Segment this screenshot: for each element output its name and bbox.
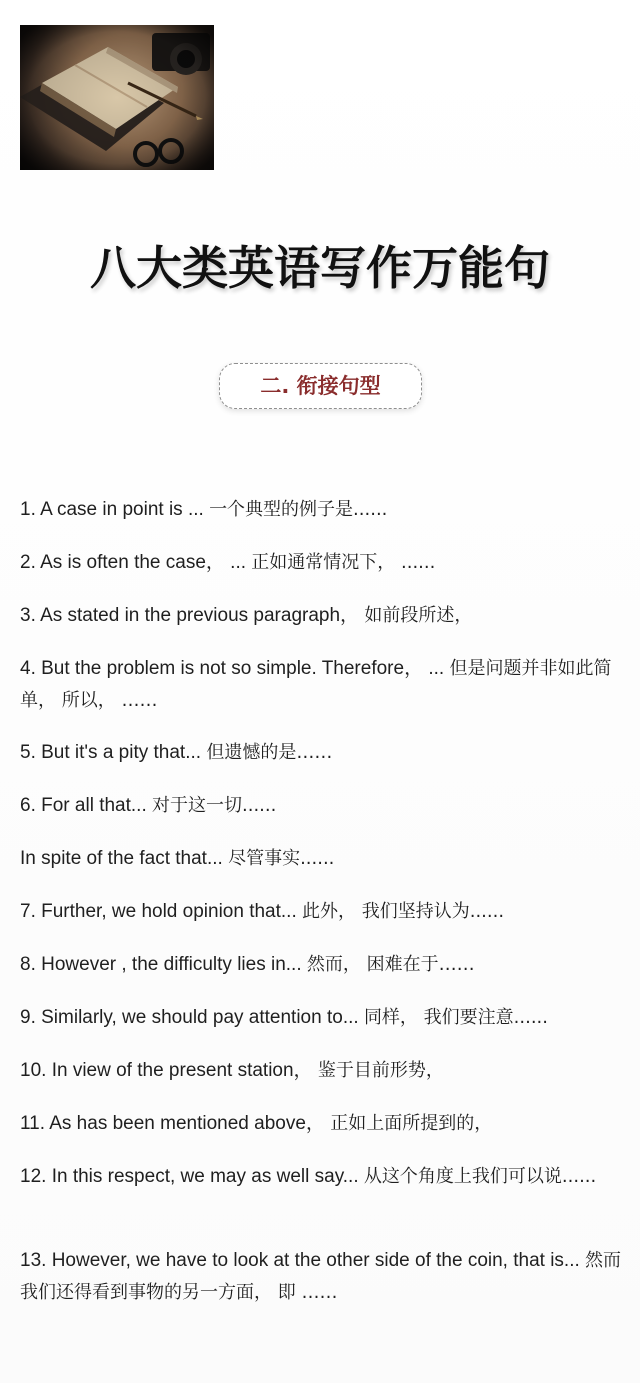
phrase-english: 3. As stated in the previous paragraph， [20,605,365,626]
phrase-chinese: 然而， 困难在于…… [306,954,475,975]
phrase-english: 12. In this respect, we may as well say... [20,1166,364,1187]
phrase-item [20,1245,624,1309]
phrase-chinese: 同样， 我们要注意...... [363,1007,548,1028]
phrase-item [20,1002,624,1034]
phrase-chinese: 正如上面所提到的， [330,1113,493,1134]
notebook-pen-camera-photo-icon [20,25,214,170]
phrase-item [20,1161,624,1193]
phrase-english: 10. In view of the present station， [20,1060,318,1081]
phrase-item [20,494,624,526]
phrase-english: 4. But the problem is not so simple. Therefore， ... [20,658,450,679]
phrase-english: 11. As has been mentioned above， [20,1113,331,1134]
phrase-chinese: 如前段所述， [364,605,473,626]
phrase-item [20,949,624,981]
phrase-chinese: 此外， 我们坚持认为...... [302,901,505,922]
phrase-item [20,600,624,632]
phrase-english: 2. As is often the case， ... [20,552,252,573]
phrase-chinese: 对于这一切...... [152,795,277,816]
phrase-chinese: 尽管事实...... [228,848,335,869]
phrase-item [20,1108,624,1140]
page-title: 八大类英语写作万能句 [90,241,550,295]
phrase-chinese: 正如通常情况下， ...... [251,552,436,573]
phrase-english: In spite of the fact that... [20,848,229,869]
phrase-chinese: 然而我们还得看到事物的另一方面， 即 …… [20,1250,622,1303]
phrase-english: 13. However, we have to look at the other side of the coin, that is... [20,1250,586,1271]
phrase-english: 8. However , the difficulty lies in... [20,954,307,975]
phrase-english: 7. Further, we hold opinion that... [20,901,303,922]
phrase-english: 1. A case in point is ... [20,499,210,520]
phrase-item [20,790,624,822]
phrase-item [20,737,624,769]
phrase-chinese: 鉴于目前形势， [317,1060,444,1081]
phrase-english: 5. But it's a pity that... [20,742,207,763]
phrase-english: 6. For all that... [20,795,152,816]
phrase-item [20,547,624,579]
phrase-chinese: 从这个角度上我们可以说...... [363,1166,597,1187]
phrase-english: 9. Similarly, we should pay attention to... [20,1007,364,1028]
phrase-chinese: 但是问题并非如此简单， 所以， …… [20,658,612,711]
section-badge: 二. 衔接句型 [219,363,422,409]
phrase-item [20,843,624,875]
phrase-item [20,653,624,717]
hero-photo [20,25,214,170]
phrase-item [20,1055,624,1087]
phrase-item [20,896,624,928]
phrase-chinese: 一个典型的例子是...... [209,499,388,520]
phrase-chinese: 但遗憾的是…… [206,742,333,763]
